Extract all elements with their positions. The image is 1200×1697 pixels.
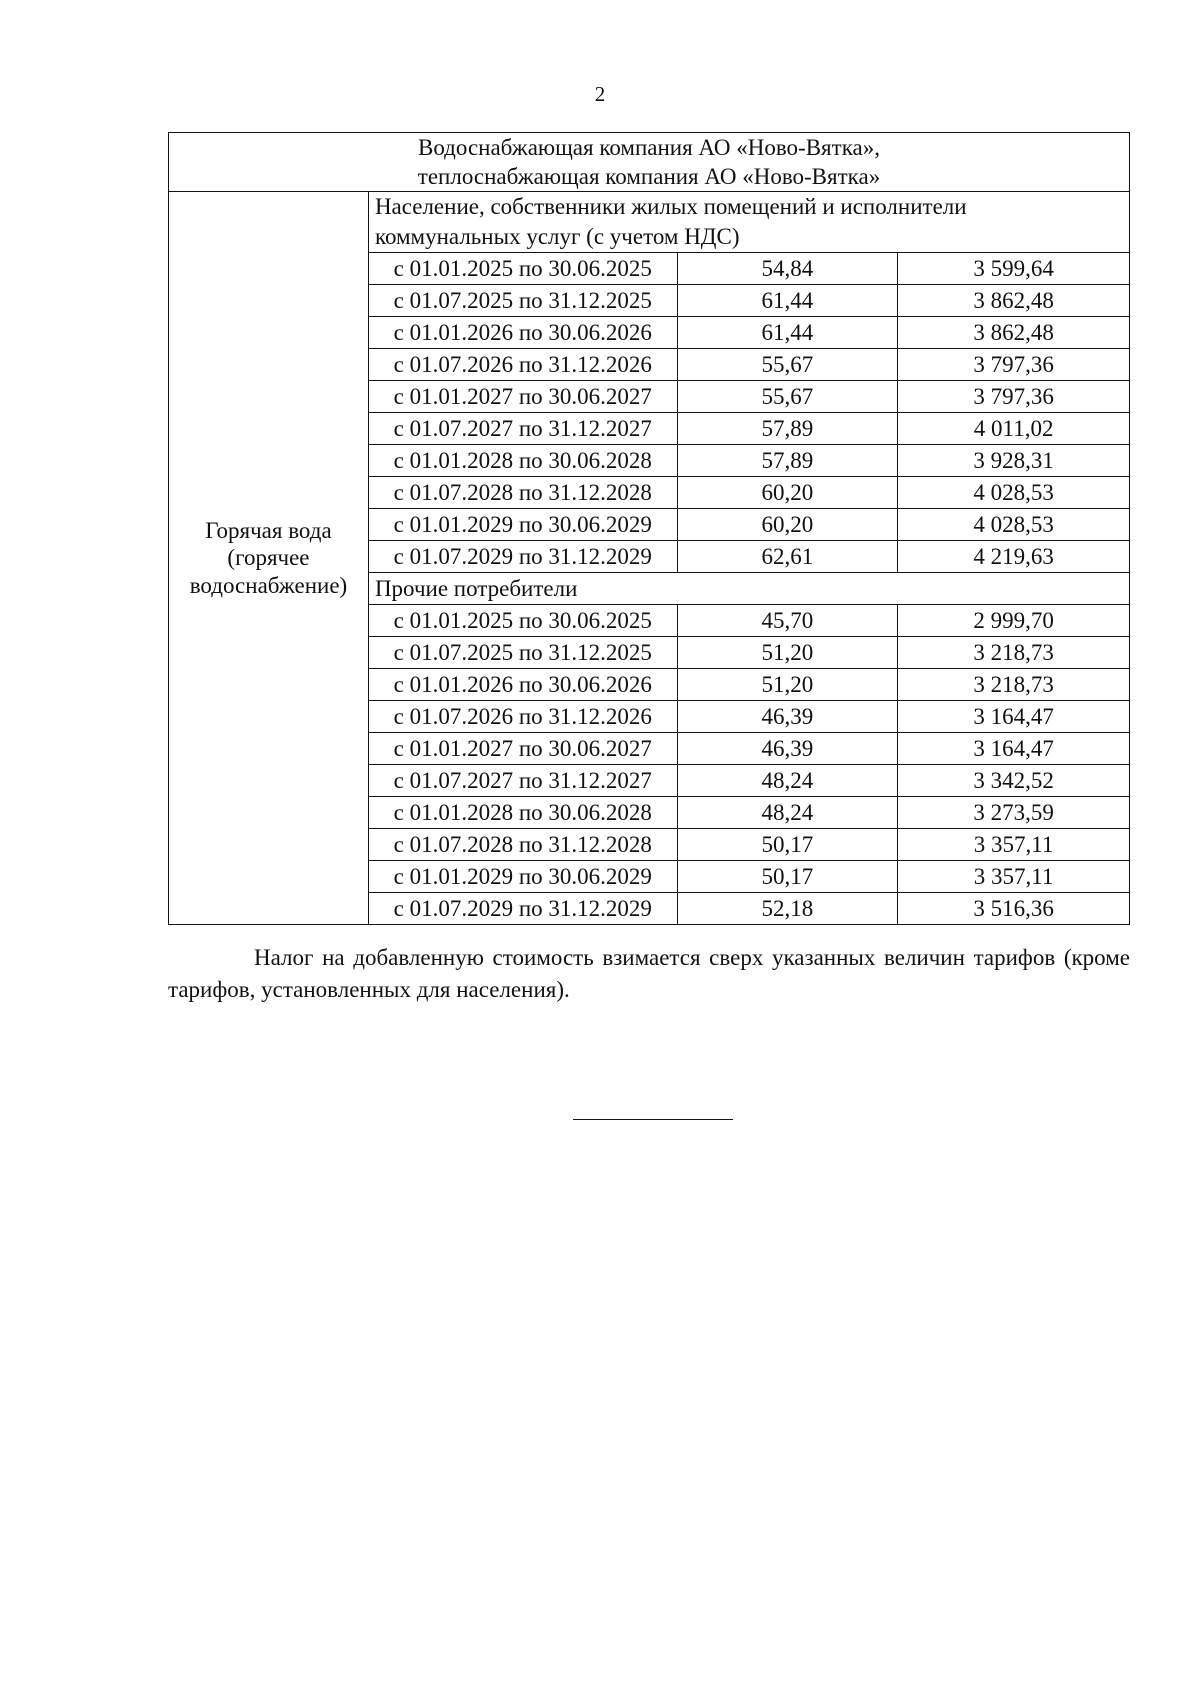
tariff-value-cell: 57,89 bbox=[677, 413, 898, 445]
tariff-gcal-cell: 4 028,53 bbox=[898, 477, 1130, 509]
tariff-value-cell: 55,67 bbox=[677, 349, 898, 381]
period-cell: с 01.01.2027 по 30.06.2027 bbox=[368, 733, 677, 765]
period-cell: с 01.01.2029 по 30.06.2029 bbox=[368, 861, 677, 893]
tariff-gcal-cell: 3 862,48 bbox=[898, 285, 1130, 317]
tariff-value-cell: 54,84 bbox=[677, 253, 898, 285]
population-title-line-2: коммунальных услуг (с учетом НДС) bbox=[374, 224, 740, 249]
tariff-gcal-cell: 3 797,36 bbox=[898, 381, 1130, 413]
tariff-value-cell: 50,17 bbox=[677, 861, 898, 893]
period-cell: с 01.01.2027 по 30.06.2027 bbox=[368, 381, 677, 413]
tariff-gcal-cell: 3 342,52 bbox=[898, 765, 1130, 797]
tariff-gcal-cell: 2 999,70 bbox=[898, 605, 1130, 637]
tariff-table bbox=[168, 132, 1130, 925]
population-title-line-1: Население, собственники жилых помещений и исполнители bbox=[374, 194, 967, 219]
tariff-value-cell: 52,18 bbox=[677, 893, 898, 925]
tariff-gcal-cell: 3 218,73 bbox=[898, 669, 1130, 701]
tariff-value-cell: 48,24 bbox=[677, 797, 898, 829]
period-cell: с 01.07.2025 по 31.12.2025 bbox=[368, 285, 677, 317]
tariff-gcal-cell: 3 599,64 bbox=[898, 253, 1130, 285]
tariff-value-cell: 55,67 bbox=[677, 381, 898, 413]
tariff-gcal-cell: 4 028,53 bbox=[898, 509, 1130, 541]
tariff-value-cell: 46,39 bbox=[677, 701, 898, 733]
service-name-line-2: (горячее bbox=[227, 545, 310, 571]
tariff-gcal-cell: 3 164,47 bbox=[898, 733, 1130, 765]
tariff-value-cell: 57,89 bbox=[677, 445, 898, 477]
organization-line-1: Водоснабжающая компания АО «Ново-Вятка», bbox=[418, 135, 880, 160]
period-cell: с 01.07.2027 по 31.12.2027 bbox=[368, 765, 677, 797]
tariff-value-cell: 62,61 bbox=[677, 541, 898, 573]
vat-note bbox=[168, 942, 1130, 1006]
population-section-row bbox=[169, 192, 1130, 253]
tariff-gcal-cell: 3 273,59 bbox=[898, 797, 1130, 829]
tariff-gcal-cell: 3 218,73 bbox=[898, 637, 1130, 669]
end-divider bbox=[573, 1119, 733, 1120]
period-cell: с 01.01.2028 по 30.06.2028 bbox=[368, 445, 677, 477]
period-cell: с 01.01.2025 по 30.06.2025 bbox=[368, 605, 677, 637]
tariff-gcal-cell: 3 862,48 bbox=[898, 317, 1130, 349]
tariff-gcal-cell: 3 357,11 bbox=[898, 829, 1130, 861]
period-cell: с 01.01.2026 по 30.06.2026 bbox=[368, 317, 677, 349]
other-consumers-title: Прочие потребители bbox=[368, 573, 1129, 605]
period-cell: с 01.07.2026 по 31.12.2026 bbox=[368, 349, 677, 381]
tariff-value-cell: 61,44 bbox=[677, 285, 898, 317]
period-cell: с 01.07.2029 по 31.12.2029 bbox=[368, 893, 677, 925]
tariff-value-cell: 46,39 bbox=[677, 733, 898, 765]
tariff-value-cell: 51,20 bbox=[677, 669, 898, 701]
period-cell: с 01.07.2027 по 31.12.2027 bbox=[368, 413, 677, 445]
tariff-value-cell: 60,20 bbox=[677, 509, 898, 541]
period-cell: с 01.01.2025 по 30.06.2025 bbox=[368, 253, 677, 285]
organization-line-2: теплоснабжающая компания АО «Ново-Вятка» bbox=[417, 164, 881, 189]
tariff-gcal-cell: 3 357,11 bbox=[898, 861, 1130, 893]
period-cell: с 01.01.2029 по 30.06.2029 bbox=[368, 509, 677, 541]
period-cell: с 01.01.2026 по 30.06.2026 bbox=[368, 669, 677, 701]
tariff-value-cell: 48,24 bbox=[677, 765, 898, 797]
tariff-value-cell: 61,44 bbox=[677, 317, 898, 349]
period-cell: с 01.07.2028 по 31.12.2028 bbox=[368, 829, 677, 861]
page-number: 2 bbox=[594, 82, 606, 106]
period-cell: с 01.07.2029 по 31.12.2029 bbox=[368, 541, 677, 573]
vat-note-text: Налог на добавленную стоимость взимается сверх указанных величин тарифов (кроме тарифов, установленных для населения). bbox=[168, 945, 1130, 1002]
tariff-value-cell: 51,20 bbox=[677, 637, 898, 669]
period-cell: с 01.07.2025 по 31.12.2025 bbox=[368, 637, 677, 669]
tariff-gcal-cell: 4 011,02 bbox=[898, 413, 1130, 445]
tariff-gcal-cell: 3 164,47 bbox=[898, 701, 1130, 733]
service-name-line-3: водоснабжение) bbox=[189, 572, 348, 598]
tariff-gcal-cell: 3 928,31 bbox=[898, 445, 1130, 477]
tariff-gcal-cell: 4 219,63 bbox=[898, 541, 1130, 573]
tariff-value-cell: 45,70 bbox=[677, 605, 898, 637]
organization-header bbox=[169, 133, 1130, 192]
period-cell: с 01.07.2026 по 31.12.2026 bbox=[368, 701, 677, 733]
period-cell: с 01.07.2028 по 31.12.2028 bbox=[368, 477, 677, 509]
tariff-value-cell: 50,17 bbox=[677, 829, 898, 861]
tariff-gcal-cell: 3 797,36 bbox=[898, 349, 1130, 381]
service-name-line-1: Горячая вода bbox=[205, 517, 332, 543]
tariff-gcal-cell: 3 516,36 bbox=[898, 893, 1130, 925]
population-section-title bbox=[368, 192, 1129, 253]
tariff-value-cell: 60,20 bbox=[677, 477, 898, 509]
service-name-cell bbox=[169, 192, 369, 925]
table-header-row bbox=[169, 133, 1130, 192]
period-cell: с 01.01.2028 по 30.06.2028 bbox=[368, 797, 677, 829]
